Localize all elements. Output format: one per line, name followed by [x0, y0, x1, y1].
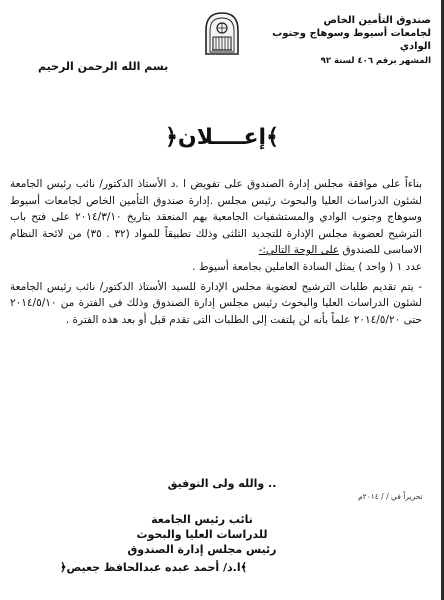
closing-phrase: والله ولى التوفيق ..	[167, 477, 277, 490]
announcement-title: ﴿إعــــلان﴾	[165, 125, 279, 150]
signature-block	[92, 512, 312, 557]
body-paragraph-2: - يتم تقديم طلبات الترشيح لعضوية مجلس الإدارة للسيد الأستاذ الدكتور/ نائب رئيس الجامعة لشئون الدراسات العليا والبحوث رئيس مجلس إدارة الصندوق وذلك فى الفترة من ٢٠١٤/٥/١٠ حتى ٢٠١٤/٥/٢٠ علماً بأنه لن يلتفت إلى الطلبات التى تقدم قبل أو بعد هذه الفترة .	[10, 280, 422, 326]
signer-name: ﴿ا.د/ أحمد عبده عبدالحافظ جعيص﴾	[60, 561, 248, 574]
signature-title-1: نائب رئيس الجامعة	[151, 513, 253, 526]
university-logo-icon	[202, 10, 242, 56]
basmala: بسم الله الرحمن الرحيم	[38, 60, 169, 73]
body-paragraph-1	[10, 176, 422, 259]
organization-header	[255, 14, 431, 67]
org-universities: لجامعات أسيوط وسوهاج وجنوب الوادي	[272, 28, 431, 52]
body-paragraph-1-text: بناءاً على موافقة مجلس إدارة الصندوق على تفويض ا .د الأستاذ الدكتور/ نائب رئيس الجامعة لشئون الدراسات العليا والبحوث رئيس مجلس .إدارة صندوق التأمين الخاص لجامعات أسيوط وسوهاج وجنوب الوادي والمستشفيات الجامعية بهم المنعقد بتاريخ ٢٠١٤/٣/١٠ على فتح باب الترشيح لعضوية مجلس الإدارة للتجديد الثلثى وذلك تطبيقاً للمواد (٣٢ . ٣٥) من لائحة النظام الاساسى للصندوق	[10, 178, 422, 257]
seat-count-line: عدد ١ ( واحد ) يمثل السادة العاملين بجامعة أسيوط .	[192, 260, 422, 273]
registration-number: المشهر برقم ٤٠٦ لسنة ٩٢	[320, 56, 431, 66]
body-paragraph-1-underlined: على الوجة التالي:-	[258, 244, 340, 257]
announcement-body	[10, 176, 422, 328]
signature-title-2: للدراسات العليا والبحوث	[136, 528, 268, 541]
org-name: صندوق التأمين الخاص	[323, 15, 431, 26]
signature-title-3: رئيس مجلس إدارة الصندوق	[127, 543, 277, 556]
date-stamp: تحريراً في / / ٢٠١٤م	[358, 492, 423, 501]
